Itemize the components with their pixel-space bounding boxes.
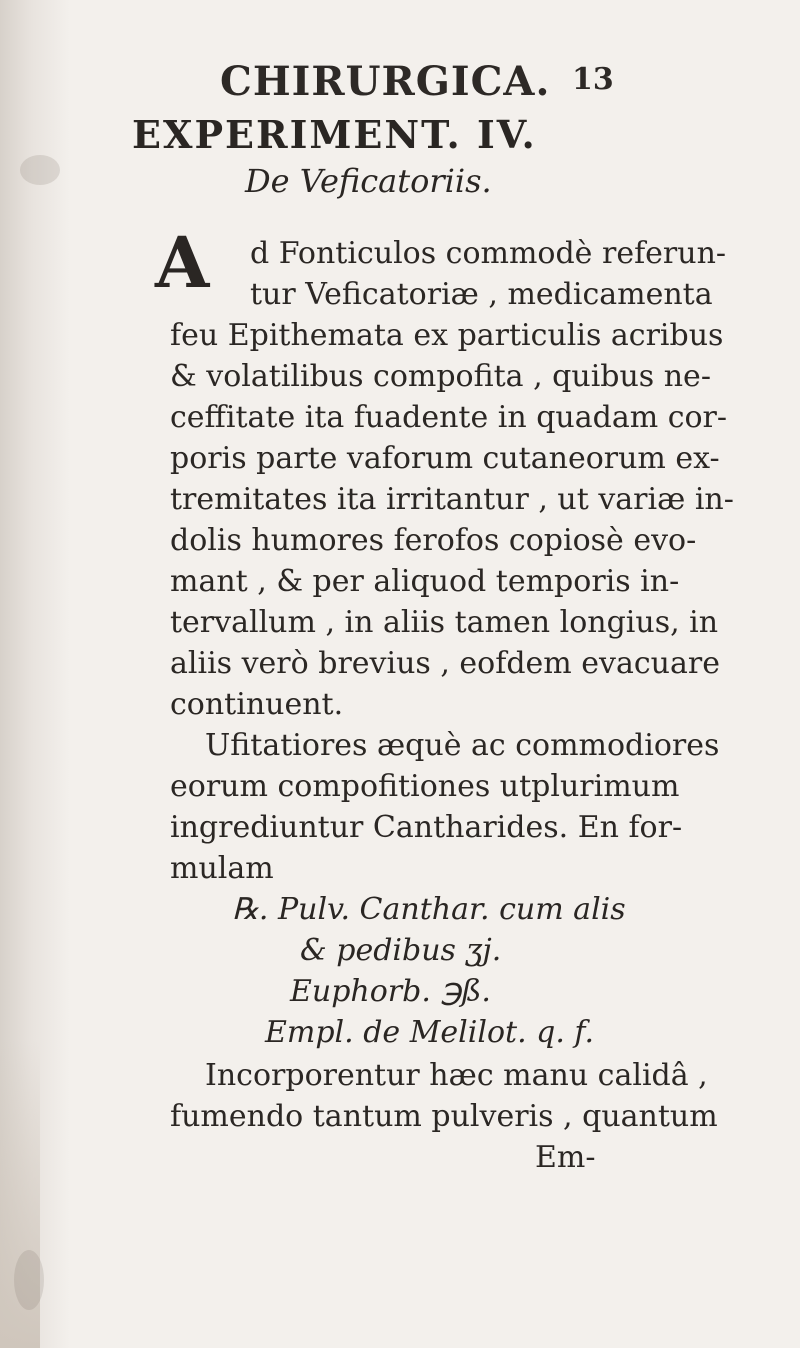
body-line: Ufitatiores æquè ac commodiores bbox=[205, 728, 720, 763]
body-line: feu Epithemata ex particulis acribus bbox=[170, 318, 724, 353]
recipe-line: ℞. Pulv. Canthar. cum alis bbox=[232, 892, 626, 927]
body-line: poris parte vaforum cutaneorum ex- bbox=[170, 441, 720, 476]
body-line: mulam bbox=[170, 851, 274, 886]
body-line: d Fonticulos commodè referun- bbox=[250, 236, 727, 271]
paper-stain bbox=[20, 155, 60, 185]
body-line: mant , & per aliquod temporis in- bbox=[170, 564, 680, 599]
body-line: fumendo tantum pulveris , quantum bbox=[170, 1099, 718, 1134]
body-line: ceffitate ita fuadente in quadam cor- bbox=[170, 400, 728, 435]
body-line: tervallum , in aliis tamen longius, in bbox=[170, 605, 719, 640]
body-line: continuent. bbox=[170, 687, 344, 722]
body-line: & volatilibus compofita , quibus ne- bbox=[170, 359, 711, 394]
body-line: tur Veficatoriæ , medicamenta bbox=[250, 277, 713, 312]
section-subtitle: De Veficatoriis. bbox=[245, 162, 492, 200]
catchword: Em- bbox=[535, 1140, 596, 1175]
recipe-line: Empl. de Melilot. q. f. bbox=[265, 1015, 595, 1050]
paper-stain bbox=[14, 1250, 44, 1310]
running-head: CHIRURGICA. bbox=[220, 58, 551, 105]
body-line: Incorporentur hæc manu calidâ , bbox=[205, 1058, 708, 1093]
body-line: eorum compofitiones utplurimum bbox=[170, 769, 680, 804]
recipe-line: Euphorb. ℈ß. bbox=[290, 974, 491, 1009]
body-line: tremitates ita irritantur , ut variæ in- bbox=[170, 482, 734, 517]
drop-cap: A bbox=[155, 221, 210, 304]
body-line: ingrediuntur Cantharides. En for- bbox=[170, 810, 683, 845]
body-line: aliis verò brevius , eofdem evacuare bbox=[170, 646, 720, 681]
recipe-line: & pedibus ʒj. bbox=[300, 933, 502, 968]
body-line: dolis humores ferofos copiosè evo- bbox=[170, 523, 697, 558]
page-number: 13 bbox=[572, 62, 614, 97]
section-title: EXPERIMENT. IV. bbox=[132, 112, 537, 157]
